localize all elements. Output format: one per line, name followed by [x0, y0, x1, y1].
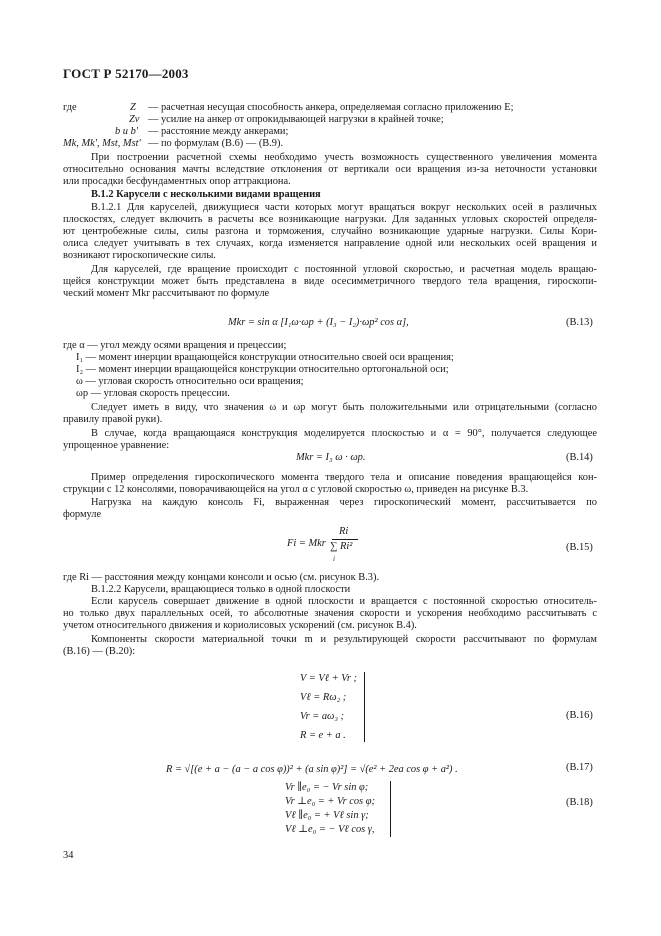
def-text: — расчетная несущая способность анкера, определяемая согласно приложению Е; — [148, 102, 514, 113]
equation-b16-line: V = Vℓ + Vr ; — [300, 673, 357, 684]
equation-b13: Mkr = sin α [I₁ω·ωp + (I₃ − I₂)·ωp² cos α], — [228, 317, 409, 328]
paragraph-line: Если карусель совершает движение в одной плоскости и вращается с постоянной скоростью относитель- — [91, 596, 597, 607]
section-heading: В.1.2.2 Карусели, вращающиеся только в одной плоскости — [91, 584, 351, 595]
def-text: — усилие на анкер от опрокидывающей нагрузки в крайней точке; — [148, 114, 444, 125]
equation-brace — [390, 781, 391, 837]
fraction-bar — [332, 539, 358, 540]
paragraph-line: плоскостях, следует включить в расчеты все возникающие нагрузки. Для заданных угловых скоростей определя- — [63, 214, 597, 225]
def-text: — по формулам (В.6) — (В.9). — [148, 138, 284, 149]
def-line: I₁ — момент инерции вращающейся конструкции относительно своей оси вращения; — [76, 352, 454, 363]
def-symbol: Z — [130, 102, 136, 113]
equation-b16-line: R = e + a . — [300, 730, 346, 741]
def-symbol: b и b' — [115, 126, 139, 137]
def-line: где α — угол между осями вращения и прецессии; — [63, 340, 287, 351]
paragraph-line: В случае, когда вращающаяся конструкция моделируется плоскостью и α = 90°, получается следующее — [91, 428, 597, 439]
def-line: I₂ — момент инерции вращающейся конструкции относительно ортогональной оси; — [76, 364, 449, 375]
paragraph-line: Компоненты скорости материальной точки m и результирующей скорости рассчитывают по формулам — [91, 634, 597, 645]
paragraph-line: возникают гироскопические силы. — [63, 250, 216, 261]
page-number: 34 — [63, 850, 74, 861]
document-header: ГОСТ Р 52170—2003 — [63, 66, 189, 81]
paragraph-line: струкции с 12 консолями, поворачивающейся на угол α с угловой скоростью ω, приведен на рисунке В.3. — [63, 484, 529, 495]
equation-b15-sum-index: i — [333, 555, 335, 563]
equation-b18-line: Vr ∥e₀ = − Vr sin φ; — [285, 782, 369, 793]
equation-b15-denominator: ∑ Ri² — [330, 541, 353, 552]
equation-b18-line: Vr ⊥e₀ = + Vr cos φ; — [285, 796, 375, 807]
paragraph-line: формуле — [63, 509, 102, 520]
def-where-label: где — [63, 102, 77, 113]
paragraph-line: Нагрузка на каждую консоль Fi, выраженная через гироскопический момент, рассчитывается по — [91, 497, 597, 508]
paragraph-line: упрощенное уравнение: — [63, 440, 170, 451]
equation-number: (В.13) — [566, 317, 593, 328]
equation-number: (В.15) — [566, 542, 593, 553]
paragraph-line: Для каруселей, где вращение происходит с постоянной угловой скоростью, и расчетная модель вращаю- — [91, 264, 597, 275]
equation-number: (В.14) — [566, 452, 593, 463]
paragraph-line: правилу правой руки). — [63, 414, 163, 425]
equation-brace — [364, 672, 365, 742]
equation-number: (В.16) — [566, 710, 593, 721]
paragraph-line: но только двух параллельных осей, то абсолютные значения скорости и ускорения необходимо рассчитывать с — [63, 608, 597, 619]
paragraph-line: учетом относительного движения и кориолисовых ускорений (см. рисунок В.4). — [63, 620, 417, 631]
paragraph-line: В.1.2.1 Для каруселей, движущиеся части которых могут вращаться вокруг нескольких осей в различных — [91, 202, 597, 213]
equation-number: (В.17) — [566, 762, 593, 773]
def-text: — расстояние между анкерами; — [148, 126, 289, 137]
paragraph-line: (В.16) — (В.20): — [63, 646, 136, 657]
paragraph-line: При построении расчетной схемы необходимо учесть возможность существенного увеличения момента — [91, 152, 597, 163]
paragraph-line: Пример определения гироскопического момента твердого тела и описание поведения вращающейся кон- — [91, 472, 597, 483]
equation-b15-left: Fi = Mkr — [287, 538, 326, 549]
def-symbol: Mk, Mk', Mst, Mst' — [63, 138, 141, 149]
equation-b18-line: Vℓ ∥e₀ = + Vℓ sin γ; — [285, 810, 369, 821]
def-line: ω — угловая скорость относительно оси вращения; — [76, 376, 304, 387]
def-symbol: Zv — [129, 114, 140, 125]
paragraph-line: ют центробежные силы, силы разгона и торможения, случайно возникающие ударные нагрузки. Силы Кори- — [63, 226, 597, 237]
equation-b16-line: Vℓ = Rω₂ ; — [300, 692, 347, 703]
equation-b16-line: Vr = aω₃ ; — [300, 711, 345, 722]
def-line: ωp — угловая скорость прецессии. — [76, 388, 230, 399]
equation-number: (В.18) — [566, 797, 593, 808]
paragraph-line: олиса следует учитывать в тех случаях, когда изменяется направление одной или нескольких осей вращения и — [63, 238, 597, 249]
paragraph-line: где Ri — расстояния между концами консоли и осью (см. рисунок В.3). — [63, 572, 380, 583]
equation-b18-line: Vℓ ⊥e₀ = − Vℓ cos γ, — [285, 824, 375, 835]
equation-b17: R = √[(e + a − (a − a cos φ))² + (a sin φ)²] = √(e² + 2ea cos φ + a²) . — [166, 764, 458, 775]
equation-b14: Mkr = I₃ ω · ωp. — [296, 452, 366, 463]
section-heading: В.1.2 Карусели с несколькими видами вращения — [91, 189, 321, 200]
paragraph-line: Следует иметь в виду, что значения ω и ωp могут быть положительными или отрицательными (согласно — [91, 402, 597, 413]
paragraph-line: щейся конструкции может быть представлена в виде осесимметричного твердого тела вращения, гироскопи- — [63, 276, 597, 287]
paragraph-line: относительно основания мачты вследствие отклонения от вертикали оси вращения из-за неточности установки — [63, 164, 597, 175]
paragraph-line: или просадки бесфундаментных опор аттракциона. — [63, 176, 291, 187]
equation-b15-numerator: Ri — [339, 526, 349, 537]
paragraph-line: ческий момент Mkr рассчитывают по формуле — [63, 288, 270, 299]
